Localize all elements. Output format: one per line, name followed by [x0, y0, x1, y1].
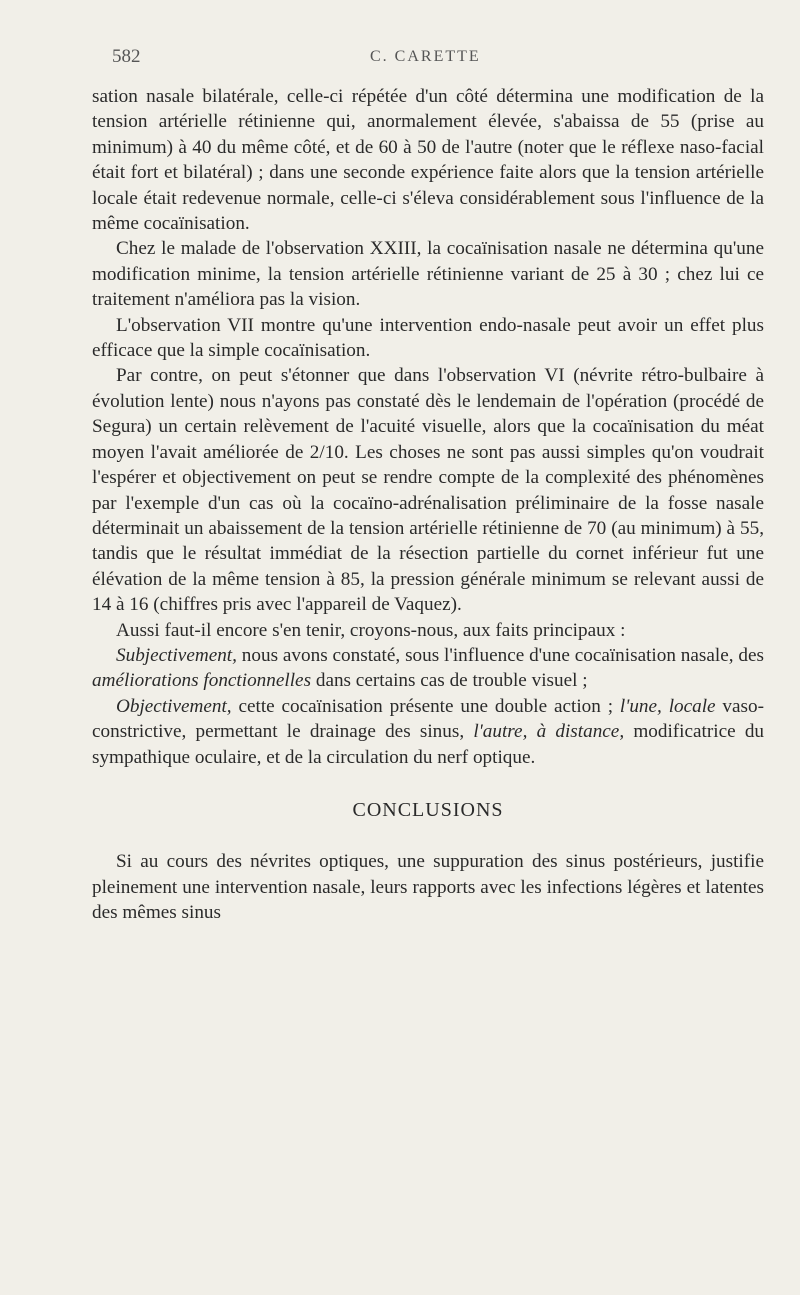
paragraph-5: Aussi faut-il encore s'en tenir, croyons-nous, aux faits principaux :: [116, 619, 626, 641]
paragraph-2: Chez le malade de l'observation XXIII, la cocaïnisation nasale ne détermina qu'une modification minime, la tension artérielle rétinienne variant de 25 à 30 ; chez lui ce traitement n'améliora pas la vision.: [92, 238, 764, 311]
paragraph-7-a: cette cocaïnisation présente une double action ;: [231, 695, 620, 717]
conclusion-paragraph-1: Si au cours des névrites optiques, une suppuration des sinus postérieurs, justifie pleinement une intervention nasale, leurs rapports avec les infections légères et latentes des mêmes sinus: [92, 851, 764, 924]
paragraph-7-c: modificatrice du sympathique oculaire, et de la circulation du nerf optique.: [92, 721, 765, 768]
body-text: [92, 84, 764, 926]
running-head: C. CARETTE: [370, 48, 481, 65]
italic-lautre: l'autre, à distance,: [473, 721, 625, 743]
paragraph-3: L'observation VII montre qu'une intervention endo-nasale peut avoir un effet plus efficace que la simple cocaïnisation.: [92, 314, 764, 362]
italic-ameliorations: améliorations fonctionnelles: [92, 670, 312, 692]
italic-lune-locale: l'une, locale: [619, 695, 716, 717]
paragraph-6-mid: nous avons constaté, sous l'influence d'une cocaïnisation nasale, des: [236, 644, 764, 666]
paragraph-6: [92, 643, 764, 694]
section-title-conclusions: CONCLUSIONS: [352, 798, 504, 821]
paragraph-4: Par contre, on peut s'étonner que dans l'observation VI (névrite rétro-bulbaire à évolution lente) nous n'ayons pas constaté dès le lendemain de l'opération (procédé de Segura) un certain relèvement de l'acuité visuelle, alors que la cocaïnisation du méat moyen l'avait améliorée de 2/10. Les choses ne sont pas aussi simples qu'on voudrait l'espérer et objectivement on peut se rendre compte de la complexité des phénomènes par l'exemple d'un cas où la cocaïno-adrénalisation préliminaire de la fosse nasale déterminait un abaissement de la tension artérielle rétinienne de 70 (au minimum) à 55, tandis que le résultat immédiat de la résection partielle du cornet inférieur fut une élévation de la même tension à 85, la pression générale minimum se relevant aussi de 14 à 16 (chiffres pris avec l'appareil de Vaquez).: [92, 365, 764, 616]
paragraph-7-b: vaso-constrictive, permettant le drainage des sinus,: [92, 695, 764, 743]
paragraph-6-end: dans certains cas de trouble visuel ;: [311, 670, 588, 692]
paragraph-7: [92, 694, 764, 770]
page-number: 582: [112, 46, 141, 67]
paragraph-1: sation nasale bilatérale, celle-ci répétée d'un côté détermina une modification de la tension artérielle rétinienne qui, anormalement élevée, s'abaissa de 55 (prise au minimum) à 40 du même côté, et de 60 à 50 de l'autre (noter que le réflexe naso-facial était fort et bilatéral) ; dans une seconde expérience faite alors que la tension artérielle locale était redevenue normale, celle-ci s'éleva considérablement sous l'influence de la même cocaïnisation.: [92, 86, 764, 235]
italic-objectivement: Objectivement,: [116, 695, 232, 717]
italic-subjectivement: Subjectivement,: [116, 644, 237, 666]
page-header: [0, 46, 800, 72]
